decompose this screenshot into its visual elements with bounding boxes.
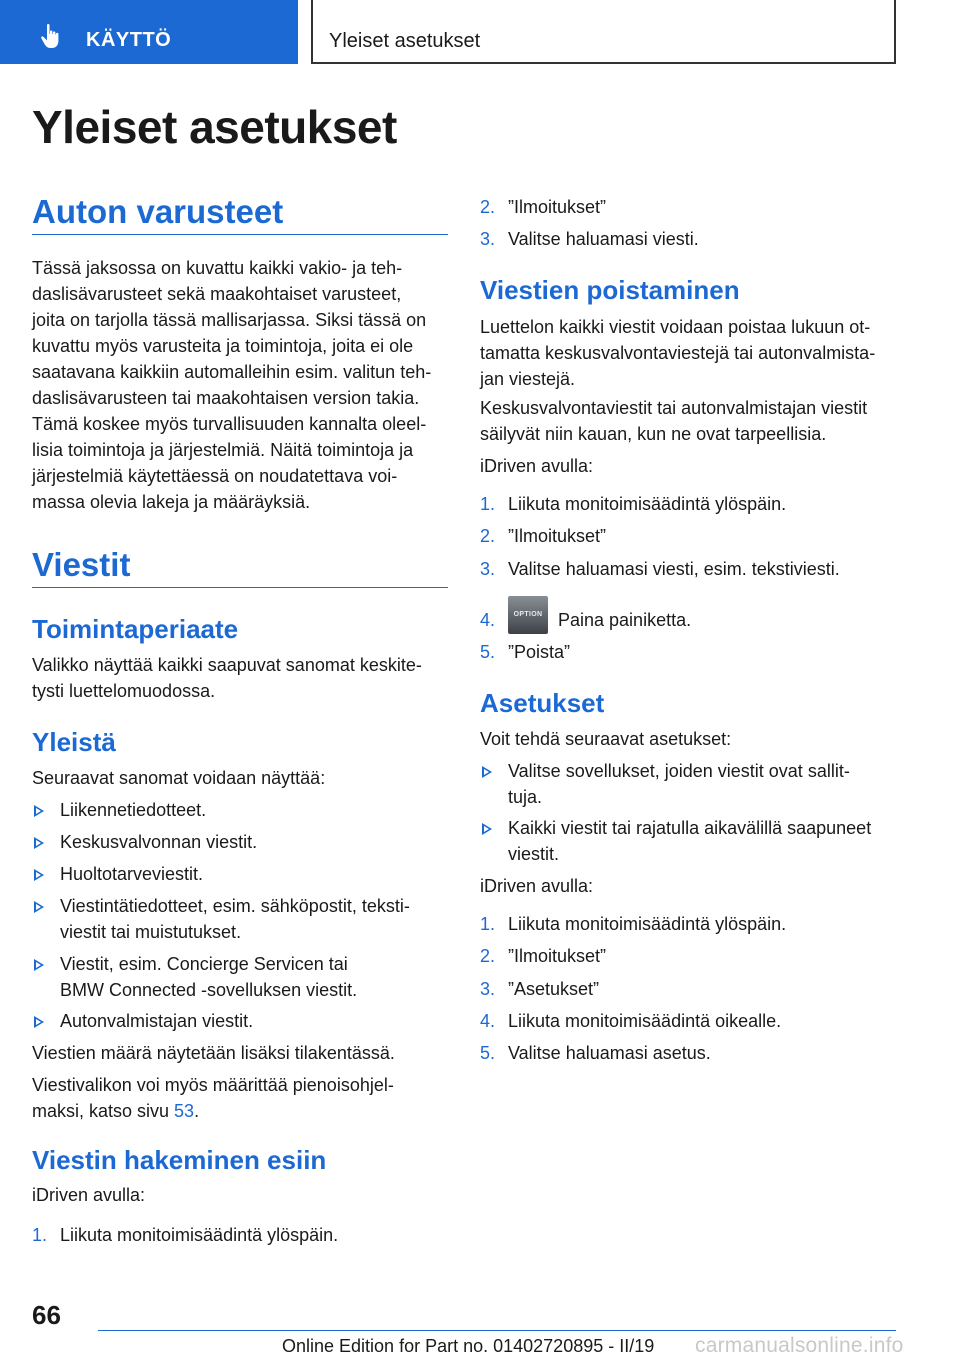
breadcrumb [311,0,896,64]
subsection-title-viestien-poistaminen: Viestien poistaminen [480,275,740,305]
list-item-text: Keskusvalvonnan viestit. [60,832,258,852]
step-text: Valitse haluamasi viesti. [508,229,699,249]
step-text: Liikuta monitoimisäädintä ylöspäin. [60,1225,339,1245]
text-line: Viestit, esim. Concierge Servicen tai [60,954,348,974]
step-number: 1. [480,494,496,514]
text-line: Luettelon kaikki viestit voidaan poistaa lukuun ot- [480,317,871,337]
step-text: ”Ilmoitukset” [508,946,607,966]
step-number: 5. [480,1043,496,1063]
text-line: kuvattu myös varusteita ja toimintoja, joita ei ole [32,336,414,356]
subsection-title-toimintaperiaate: Toimintaperiaate [32,614,239,644]
triangle-bullet-icon [34,1016,44,1028]
step-text: Paina painiketta. [558,610,692,630]
option-button-icon: OPTION [508,596,548,634]
triangle-bullet-icon [34,959,44,971]
step-text: Liikuta monitoimisäädintä ylöspäin. [508,494,787,514]
list-item-text [60,893,448,945]
step-text: Valitse haluamasi asetus. [508,1043,711,1063]
step-number: 4. [480,610,496,630]
text-line: Valikko näyttää kaikki saapuvat sanomat keskite- [32,655,422,675]
step-number: 3. [480,229,496,249]
hakeminen-intro: iDriven avulla: [32,1185,146,1205]
text-line: Valitse sovellukset, joiden viestit ovat sallit- [508,761,850,781]
step-text: ”Poista” [508,642,571,662]
toimintaperiaate-paragraph [32,652,448,704]
text-line: lisia toimintoja ja järjestelmiä. Näitä toimintoja ja [32,440,414,460]
step-text: ”Ilmoitukset” [508,197,607,217]
list-item-text: Huoltotarveviestit. [60,864,204,884]
text-line: tuja. [508,787,543,807]
text-line: daslisävarusteet sekä maakohtaiset varusteet, [32,284,402,304]
text-line [32,1098,448,1124]
list-item-text: Autonvalmistajan viestit. [60,1011,254,1031]
text-line: BMW Connected -sovelluksen viestit. [60,980,358,1000]
step-number: 2. [480,526,496,546]
triangle-bullet-icon [34,837,44,849]
step-number: 2. [480,197,496,217]
text-line: Viestivalikon voi myös määrittää pienoisohjel- [32,1075,394,1095]
footer-divider [98,1330,896,1331]
triangle-bullet-icon [482,766,492,778]
asetukset-intro: Voit tehdä seuraavat asetukset: [480,729,732,749]
text-line: viestit. [508,844,560,864]
subsection-title-asetukset: Asetukset [480,688,605,718]
asetukset-intro-2: iDriven avulla: [480,876,594,896]
breadcrumb-label: Yleiset asetukset [329,30,481,52]
text-line: Viestintätiedotteet, esim. sähköpostit, teksti- [60,896,410,916]
step-number: 4. [480,1011,496,1031]
triangle-bullet-icon [34,805,44,817]
section-divider [32,587,448,588]
yleista-intro: Seuraavat sanomat voidaan näyttää: [32,768,326,788]
page-link[interactable]: 53 [174,1101,195,1121]
step-text: Valitse haluamasi viesti, esim. tekstiviesti. [508,559,840,579]
text-line: järjestelmiä käytettäessä on noudatettava voi- [32,466,398,486]
text-line: Kaikki viestit tai rajatulla aikavälillä saapuneet [508,818,872,838]
list-item-text: Liikennetiedotteet. [60,800,207,820]
text-line: daslisävarusteen tai maakohtaisen version takia. [32,388,420,408]
step-number: 1. [480,914,496,934]
step-number: 5. [480,642,496,662]
step-number: 2. [480,946,496,966]
step-number: 3. [480,979,496,999]
text-line: joita on tarjolla tässä mallisarjassa. Siksi tässä on [32,310,427,330]
step-number: 1. [32,1225,48,1245]
section-title-auton-varusteet: Auton varusteet [32,193,284,230]
section-title-viestit: Viestit [32,546,131,583]
step-text: ”Ilmoitukset” [508,526,607,546]
text-line: Tämä koskee myös turvallisuuden kannalta oleel- [32,414,427,434]
step-number: 3. [480,559,496,579]
text-line: jan viestejä. [480,369,576,389]
list-item-text [508,815,896,867]
triangle-bullet-icon [482,823,492,835]
triangle-bullet-icon [34,869,44,881]
poistaminen-paragraph-1 [480,314,896,392]
step-text: Liikuta monitoimisäädintä ylöspäin. [508,914,787,934]
text-line: tysti luettelomuodossa. [32,681,216,701]
list-item-text [508,758,896,810]
watermark: carmanualsonline.info [695,1334,904,1357]
step-text: Liikuta monitoimisäädintä oikealle. [508,1011,782,1031]
text-line: Keskusvalvontaviestit tai autonvalmistajan viestit [480,398,868,418]
text-line: tamatta keskusvalvontaviestejä tai autonvalmista- [480,343,876,363]
text-line: massa olevia lakeja ja määräyksiä. [32,492,311,512]
text-line: säilyvät niin kauan, kun ne ovat tarpeellisia. [480,424,827,444]
subsection-title-viestin-hakeminen: Viestin hakeminen esiin [32,1145,327,1175]
poistaminen-paragraph-2 [480,395,896,447]
triangle-bullet-icon [34,901,44,913]
poistaminen-intro: iDriven avulla: [480,456,594,476]
yleista-widget-note [32,1072,448,1124]
text-line: viestit tai muistutukset. [60,922,242,942]
auton-varusteet-paragraph [32,255,448,515]
chapter-tab[interactable] [0,0,298,64]
section-divider [32,234,448,235]
text-line: saatavana kaikkiin automalleihin esim. valitun teh- [32,362,432,382]
yleista-note: Viestien määrä näytetään lisäksi tilakentässä. [32,1043,395,1063]
text-span: maksi, katso sivu [32,1101,175,1121]
edition-line: Online Edition for Part no. 01402720895 - II/19 [282,1336,655,1356]
hand-pointer-icon [38,22,66,50]
chapter-tab-label: KÄYTTÖ [86,29,172,51]
list-item-text [60,951,448,1003]
text-span: . [194,1101,200,1121]
subsection-title-yleista: Yleistä [32,727,116,757]
step-text: ”Asetukset” [508,979,600,999]
page-title: Yleiset asetukset [32,101,397,153]
page-number: 66 [32,1300,61,1330]
text-line: Tässä jaksossa on kuvattu kaikki vakio- ja teh- [32,258,403,278]
